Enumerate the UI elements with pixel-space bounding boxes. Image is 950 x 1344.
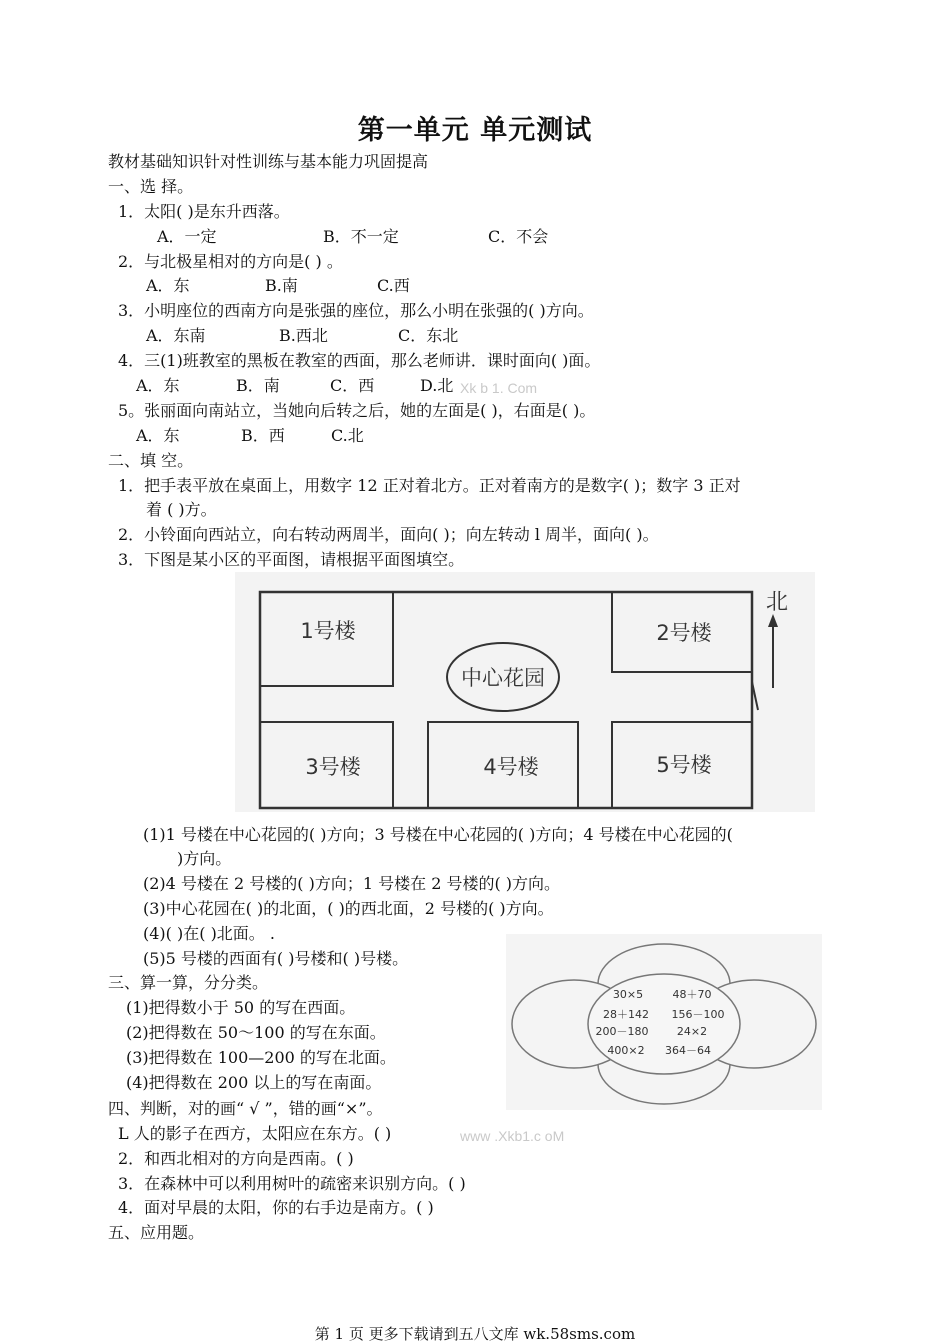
expr-8: 364－64 <box>665 1044 711 1057</box>
building-5-label: 5号楼 <box>656 753 712 777</box>
garden-label: 中心花园 <box>461 666 545 690</box>
s2-sub-2: (2)4 号楼在 2 号楼的( )方向；1 号楼在 2 号楼的( )方向。 <box>143 874 561 893</box>
page-title: 第一单元 单元测试 <box>357 115 593 146</box>
s1-q4-option-d: D.北 <box>420 376 454 395</box>
s2-sub-5: (5)5 号楼的西面有( )号楼和( )号楼。 <box>143 949 409 968</box>
s1-q4-option-a: A．东 <box>136 376 180 395</box>
building-2-label: 2号楼 <box>656 621 712 645</box>
watermark-text-2: www .Xkb1.c oM <box>460 1128 565 1144</box>
s2-sub-1: (1)1 号楼在中心花园的( )方向；3 号楼在中心花园的( )方向；4 号楼在中心花园的( <box>143 825 733 844</box>
s4-question-2: 2．和西北相对的方向是西南。( ) <box>118 1149 354 1168</box>
s4-question-3: 3．在森林中可以利用树叶的疏密来识别方向。( ) <box>118 1174 466 1193</box>
s3-item-2: (2)把得数在 50～100 的写在东面。 <box>126 1023 386 1042</box>
center-circle <box>588 974 740 1074</box>
section-1-heading: 一、选 择。 <box>108 177 194 196</box>
s1-q4-option-b: B．南 <box>236 376 280 395</box>
s1-question-4: 4．三(1)班教室的黑板在教室的西面，那么老师讲．课时面向( )面。 <box>118 351 601 370</box>
community-map <box>235 572 815 812</box>
building-1-label: 1号楼 <box>300 619 356 643</box>
section-5-heading: 五、应用题。 <box>108 1223 205 1242</box>
s3-item-1: (1)把得数小于 50 的写在西面。 <box>126 998 356 1017</box>
north-label: 北 <box>765 590 789 615</box>
s1-question-1: 1．太阳( )是东升西落。 <box>118 202 290 221</box>
s1-q2-option-b: B.南 <box>265 276 298 295</box>
watermark-text: Xk b 1. Com <box>460 380 538 396</box>
expr-2: 48＋70 <box>672 988 712 1001</box>
s1-q5-option-c: C.北 <box>331 426 364 445</box>
s2-question-3: 3．下图是某小区的平面图，请根据平面图填空。 <box>118 550 465 569</box>
expr-6: 24×2 <box>676 1025 708 1038</box>
s1-q4-option-c: C．西 <box>330 376 375 395</box>
s2-question-1-cont: 着 ( )方。 <box>146 500 217 519</box>
s1-q2-option-c: C.西 <box>377 276 410 295</box>
flower-diagram <box>506 934 822 1110</box>
s2-question-2: 2．小铃面向西站立，向右转动两周半，面向( )；向左转动 l 周半，面向( )。 <box>118 525 659 544</box>
building-4-label: 4号楼 <box>483 755 539 779</box>
s1-q5-option-a: A．东 <box>136 426 180 445</box>
s1-question-2: 2．与北极星相对的方向是( ) 。 <box>118 252 343 271</box>
section-2-heading: 二、填 空。 <box>108 451 194 470</box>
s3-item-4: (4)把得数在 200 以上的写在南面。 <box>126 1073 382 1092</box>
s1-q3-option-a: A．东南 <box>146 326 206 345</box>
s1-q1-option-a: A．一定 <box>157 227 217 246</box>
section-4-heading: 四、判断，对的画“ √ ”，错的画“×”。 <box>108 1099 383 1118</box>
s4-question-4: 4．面对早晨的太阳，你的右手边是南方。( ) <box>118 1198 434 1217</box>
s4-question-1: L 人的影子在西方，太阳应在东方。( ) <box>118 1124 392 1143</box>
s1-question-5: 5。张丽面向南站立，当她向后转之后，她的左面是( )，右面是( )。 <box>118 401 596 420</box>
section-3-heading: 三、算一算，分分类。 <box>108 973 269 992</box>
s1-q1-option-c: C．不会 <box>488 227 549 246</box>
page-footer: 第 1 页 更多下载请到五八文库 wk.58sms.com <box>314 1325 636 1343</box>
s2-sub-3: (3)中心花园在( )的北面，( )的西北面，2 号楼的( )方向。 <box>143 899 554 918</box>
expr-3: 28＋142 <box>603 1008 649 1021</box>
s3-item-3: (3)把得数在 100—200 的写在北面。 <box>126 1048 396 1067</box>
s1-q2-option-a: A．东 <box>146 276 190 295</box>
expr-7: 400×2 <box>607 1044 645 1057</box>
building-3-label: 3号楼 <box>305 755 361 779</box>
subtitle: 教材基础知识针对性训练与基本能力巩固提高 <box>108 152 429 171</box>
expr-1: 30×5 <box>612 988 644 1001</box>
s1-q3-option-c: C．东北 <box>398 326 459 345</box>
s2-sub-4: (4)( )在( )北面。 . <box>143 924 275 943</box>
s2-sub-1-cont: )方向。 <box>177 849 232 868</box>
s1-q1-option-b: B．不一定 <box>323 227 399 246</box>
s1-q3-option-b: B.西北 <box>279 326 328 345</box>
expr-4: 156－100 <box>671 1008 725 1021</box>
s2-question-1: 1．把手表平放在桌面上，用数字 12 正对着北方。正对着南方的是数字( )；数字 3 正对 <box>118 476 741 495</box>
s1-q5-option-b: B．西 <box>241 426 285 445</box>
expr-5: 200－180 <box>595 1025 649 1038</box>
s1-question-3: 3．小明座位的西南方向是张强的座位，那么小明在张强的( )方向。 <box>118 301 594 320</box>
